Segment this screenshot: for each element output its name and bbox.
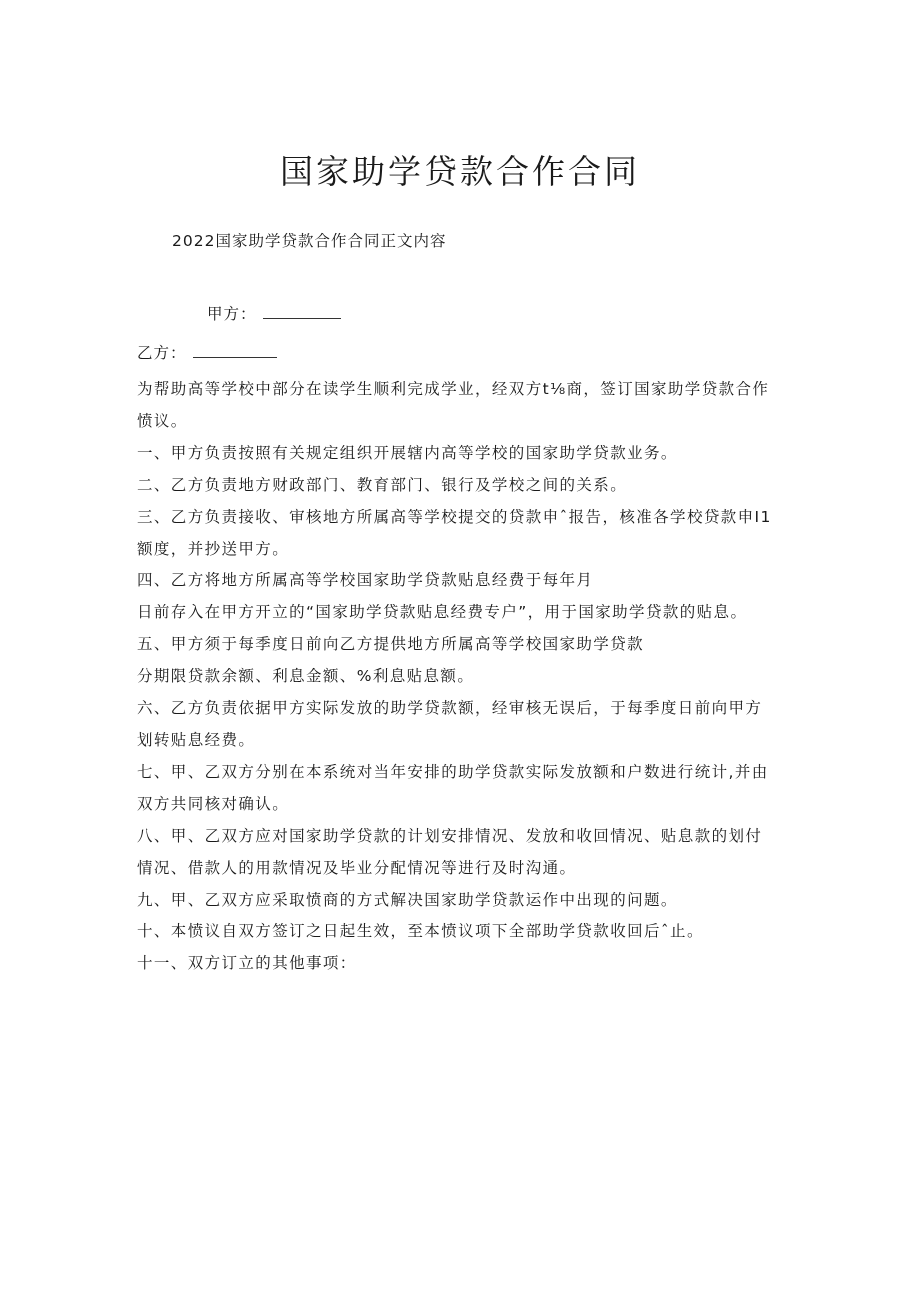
party-b-label: 乙方： [137, 344, 187, 362]
body-line: 额度，并抄送甲方。 [137, 539, 290, 558]
body-line: 二、乙方负责地方财政部门、教育部门、银行及学校之间的关系。 [137, 475, 628, 494]
body-line: 划转贴息经费。 [137, 730, 256, 749]
body-line: 四、乙方将地方所属高等学校国家助学贷款贴息经费于每年月 [137, 571, 594, 590]
body-line: 三、乙方负责接收、审核地方所属高等学校提交的贷款申ˆ报告，核准各学校贷款申I1 [137, 507, 772, 526]
body-line: 五、甲方须于每季度日前向乙方提供地方所属高等学校国家助学贷款 [137, 635, 645, 654]
document-title: 国家助学贷款合作合同 [280, 152, 640, 191]
party-a-label: 甲方： [207, 305, 257, 323]
body-line: 为帮助高等学校中部分在读学生顺利完成学业，经双方t⅛商，签订国家助学贷款合作 [137, 380, 770, 398]
body-line: 八、甲、乙双方应对国家助学贷款的计划安排情况、发放和收回情况、贴息款的划付 [137, 826, 763, 845]
body-line: 九、甲、乙双方应采取愤商的方式解决国家助学贷款运作中出现的问题。 [137, 890, 678, 909]
body-line: 情况、借款人的用款情况及毕业分配情况等进行及时沟通。 [137, 858, 577, 877]
party-a-line [207, 302, 341, 325]
body-line: 一、甲方负责按照有关规定组织开展辖内高等学校的国家助学贷款业务。 [137, 443, 678, 462]
document-subtitle: 2022国家助学贷款合作合同正文内容 [172, 232, 447, 250]
body-line: 七、甲、乙双方分别在本系统对当年安排的助学贷款实际发放额和户数进行统计,并由 [137, 762, 769, 781]
party-b-blank [193, 341, 277, 358]
party-a-blank [263, 302, 341, 319]
document-body [137, 374, 787, 980]
party-b-line [137, 341, 277, 364]
body-line: 六、乙方负责依据甲方实际发放的助学贷款额，经审核无误后，于每季度日前向甲方 [137, 699, 763, 718]
body-line: 十、本愤议自双方签订之日起生效，至本愤议项下全部助学贷款收回后ˆ止。 [137, 922, 704, 941]
body-line: 日前存入在甲方开立的“国家助学贷款贴息经费专户”，用于国家助学贷款的贴息。 [137, 603, 748, 622]
body-line: 愤议。 [137, 411, 188, 430]
body-line: 十一、双方订立的其他事项： [137, 954, 357, 973]
body-line: 分期限贷款余额、利息金额、%利息贴息额。 [137, 667, 475, 686]
body-line: 双方共同核对确认。 [137, 794, 290, 813]
